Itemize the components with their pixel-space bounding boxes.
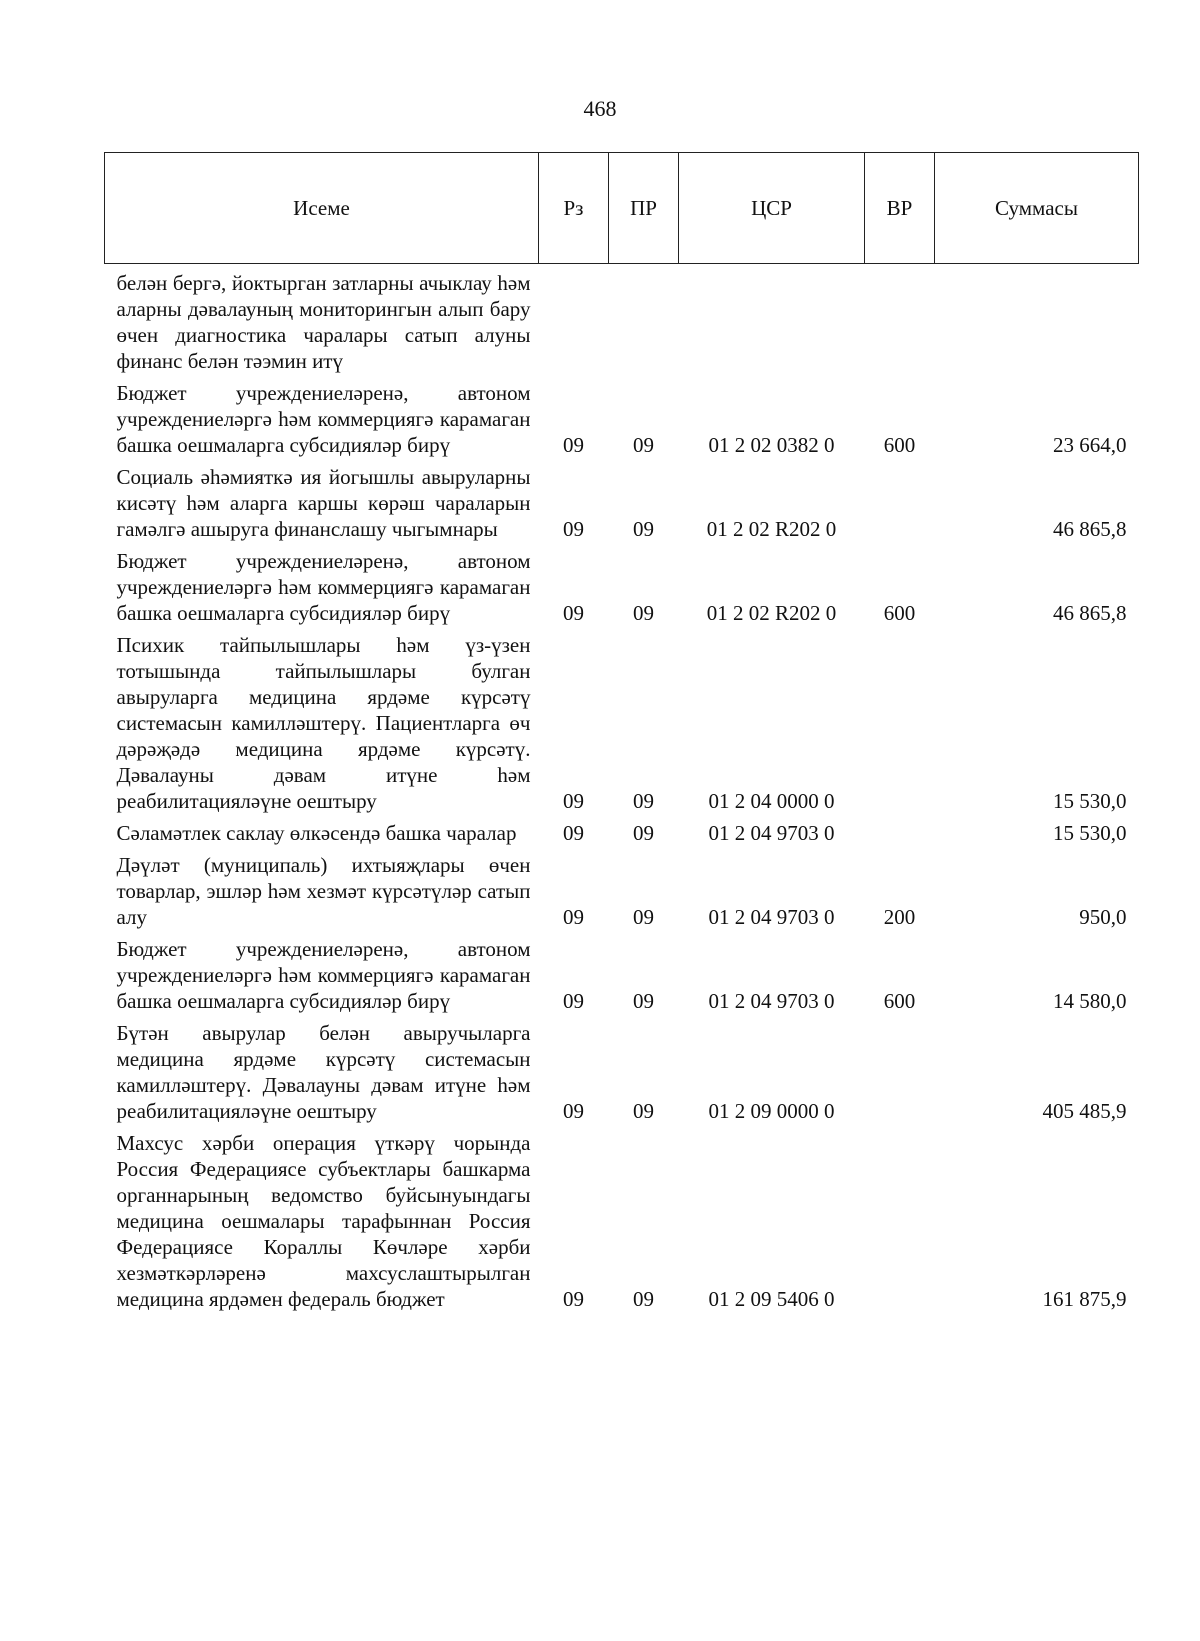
cell-vr (865, 458, 935, 542)
cell-vr: 600 (883, 433, 916, 457)
cell-vr: 600 (883, 989, 916, 1013)
table-row (105, 930, 1139, 1014)
cell-name: Дәүләт (муниципаль) ихтыяҗлары өчен товарлар, эшләр һәм хезмәт күрсәтүләр сатып алу (116, 853, 531, 929)
cell-rz: 09 (563, 821, 584, 845)
cell-rz: 09 (563, 517, 584, 541)
cell-pr: 09 (633, 433, 654, 457)
table-row (105, 1014, 1139, 1124)
cell-name: Психик тайпылышлары һәм үз-үзен тотышында тайпылышлары булган авыруларга медицина ярдәме күрсәтү системасын камилләштерү. Пациентларга өч дәрәҗәдә медицина ярдәме күрсәтү. Дәвалауны дәвам итүне һәм реабилитацияләүне оештыру (116, 633, 531, 813)
cell-rz: 09 (563, 989, 584, 1013)
cell-name: белән бергә, йоктырган затларны ачыклау һәм аларны дәвалауның мониторингын алып бару өчен диагностика чаралары сатып алуны финанс белән тәэмин итү (116, 271, 531, 373)
cell-vr: 200 (883, 905, 916, 929)
cell-csr: 01 2 09 0000 0 (708, 1099, 835, 1123)
cell-sum: 23 664,0 (1053, 433, 1127, 457)
cell-sum: 15 530,0 (1053, 821, 1127, 845)
cell-pr: 09 (633, 1099, 654, 1123)
header-vr: ВР (865, 153, 935, 264)
cell-csr (679, 264, 865, 375)
cell-name: Бюджет учреждениеләренә, автоном учреждениеләргә һәм коммерциягә карамаган башка оешмаларга субсидияләр бирү (116, 549, 531, 625)
table-header (105, 153, 1139, 264)
cell-csr: 01 2 02 R202 0 (706, 601, 837, 625)
cell-name: Сәламәтлек саклау өлкәсендә башка чаралар (116, 821, 517, 845)
cell-sum: 161 875,9 (1042, 1287, 1127, 1311)
cell-pr: 09 (633, 905, 654, 929)
cell-pr: 09 (633, 789, 654, 813)
table-row (105, 374, 1139, 458)
cell-name: Социаль әһәмияткә ия йогышлы авыруларны кисәтү һәм аларга каршы көрәш чараларын гамәлгә ашыруга финанслашу чыгымнары (116, 465, 531, 541)
cell-vr (865, 1124, 935, 1312)
cell-csr: 01 2 02 0382 0 (708, 433, 835, 457)
cell-csr: 01 2 04 9703 0 (708, 905, 835, 929)
cell-rz (539, 264, 609, 375)
cell-vr (865, 626, 935, 814)
cell-sum: 950,0 (1079, 905, 1127, 929)
cell-csr: 01 2 04 0000 0 (708, 789, 835, 813)
header-name: Исеме (105, 153, 539, 264)
cell-vr (865, 1014, 935, 1124)
cell-pr: 09 (633, 821, 654, 845)
header-pr: ПР (609, 153, 679, 264)
page-number: 468 (583, 96, 617, 121)
cell-sum (935, 264, 1139, 375)
header-row (105, 153, 1139, 264)
cell-rz: 09 (563, 905, 584, 929)
table-row (105, 814, 1139, 846)
cell-name: Бюджет учреждениеләренә, автоном учреждениеләргә һәм коммерциягә карамаган башка оешмаларга субсидияләр бирү (116, 381, 531, 457)
cell-sum: 46 865,8 (1053, 601, 1127, 625)
table-row (105, 846, 1139, 930)
table-body (105, 264, 1139, 1313)
cell-pr (609, 264, 679, 375)
cell-rz: 09 (563, 601, 584, 625)
cell-vr: 600 (883, 601, 916, 625)
header-csr: ЦСР (679, 153, 865, 264)
table-row (105, 1124, 1139, 1312)
cell-name: Бюджет учреждениеләренә, автоном учреждениеләргә һәм коммерциягә карамаган башка оешмаларга субсидияләр бирү (116, 937, 531, 1013)
cell-name: Бүтән авырулар белән авыручыларга медицина ярдәме күрсәтү системасын камилләштерү. Дәвалауны дәвам итүне һәм реабилитацияләүне оештыру (116, 1021, 531, 1123)
cell-pr: 09 (633, 1287, 654, 1311)
cell-name: Махсус хәрби операция үткәрү чорында Россия Федерациясе субъектлары башкарма органнарының ведомство буйсынуындагы медицина оешмалары тарафыннан Россия Федерациясе Кораллы Көчләре хәрби хезмәткәрләренә махсуслаштырылган медицина ярдәмен федераль бюджет (116, 1131, 531, 1311)
budget-table (104, 152, 1139, 1312)
table-row (105, 264, 1139, 375)
cell-rz: 09 (563, 433, 584, 457)
cell-csr: 01 2 04 9703 0 (708, 989, 835, 1013)
cell-rz: 09 (563, 1099, 584, 1123)
cell-pr: 09 (633, 601, 654, 625)
table-row (105, 458, 1139, 542)
cell-sum: 405 485,9 (1042, 1099, 1127, 1123)
cell-csr: 01 2 09 5406 0 (708, 1287, 835, 1311)
cell-vr (865, 814, 935, 846)
cell-pr: 09 (633, 517, 654, 541)
cell-vr (865, 264, 935, 375)
header-rz: Рз (539, 153, 609, 264)
cell-csr: 01 2 02 R202 0 (706, 517, 837, 541)
header-sum: Суммасы (935, 153, 1139, 264)
cell-rz: 09 (563, 1287, 584, 1311)
cell-csr: 01 2 04 9703 0 (708, 821, 835, 845)
cell-sum: 46 865,8 (1053, 517, 1127, 541)
cell-sum: 14 580,0 (1053, 989, 1127, 1013)
table-row (105, 626, 1139, 814)
cell-rz: 09 (563, 789, 584, 813)
table-row (105, 542, 1139, 626)
cell-pr: 09 (633, 989, 654, 1013)
cell-sum: 15 530,0 (1053, 789, 1127, 813)
